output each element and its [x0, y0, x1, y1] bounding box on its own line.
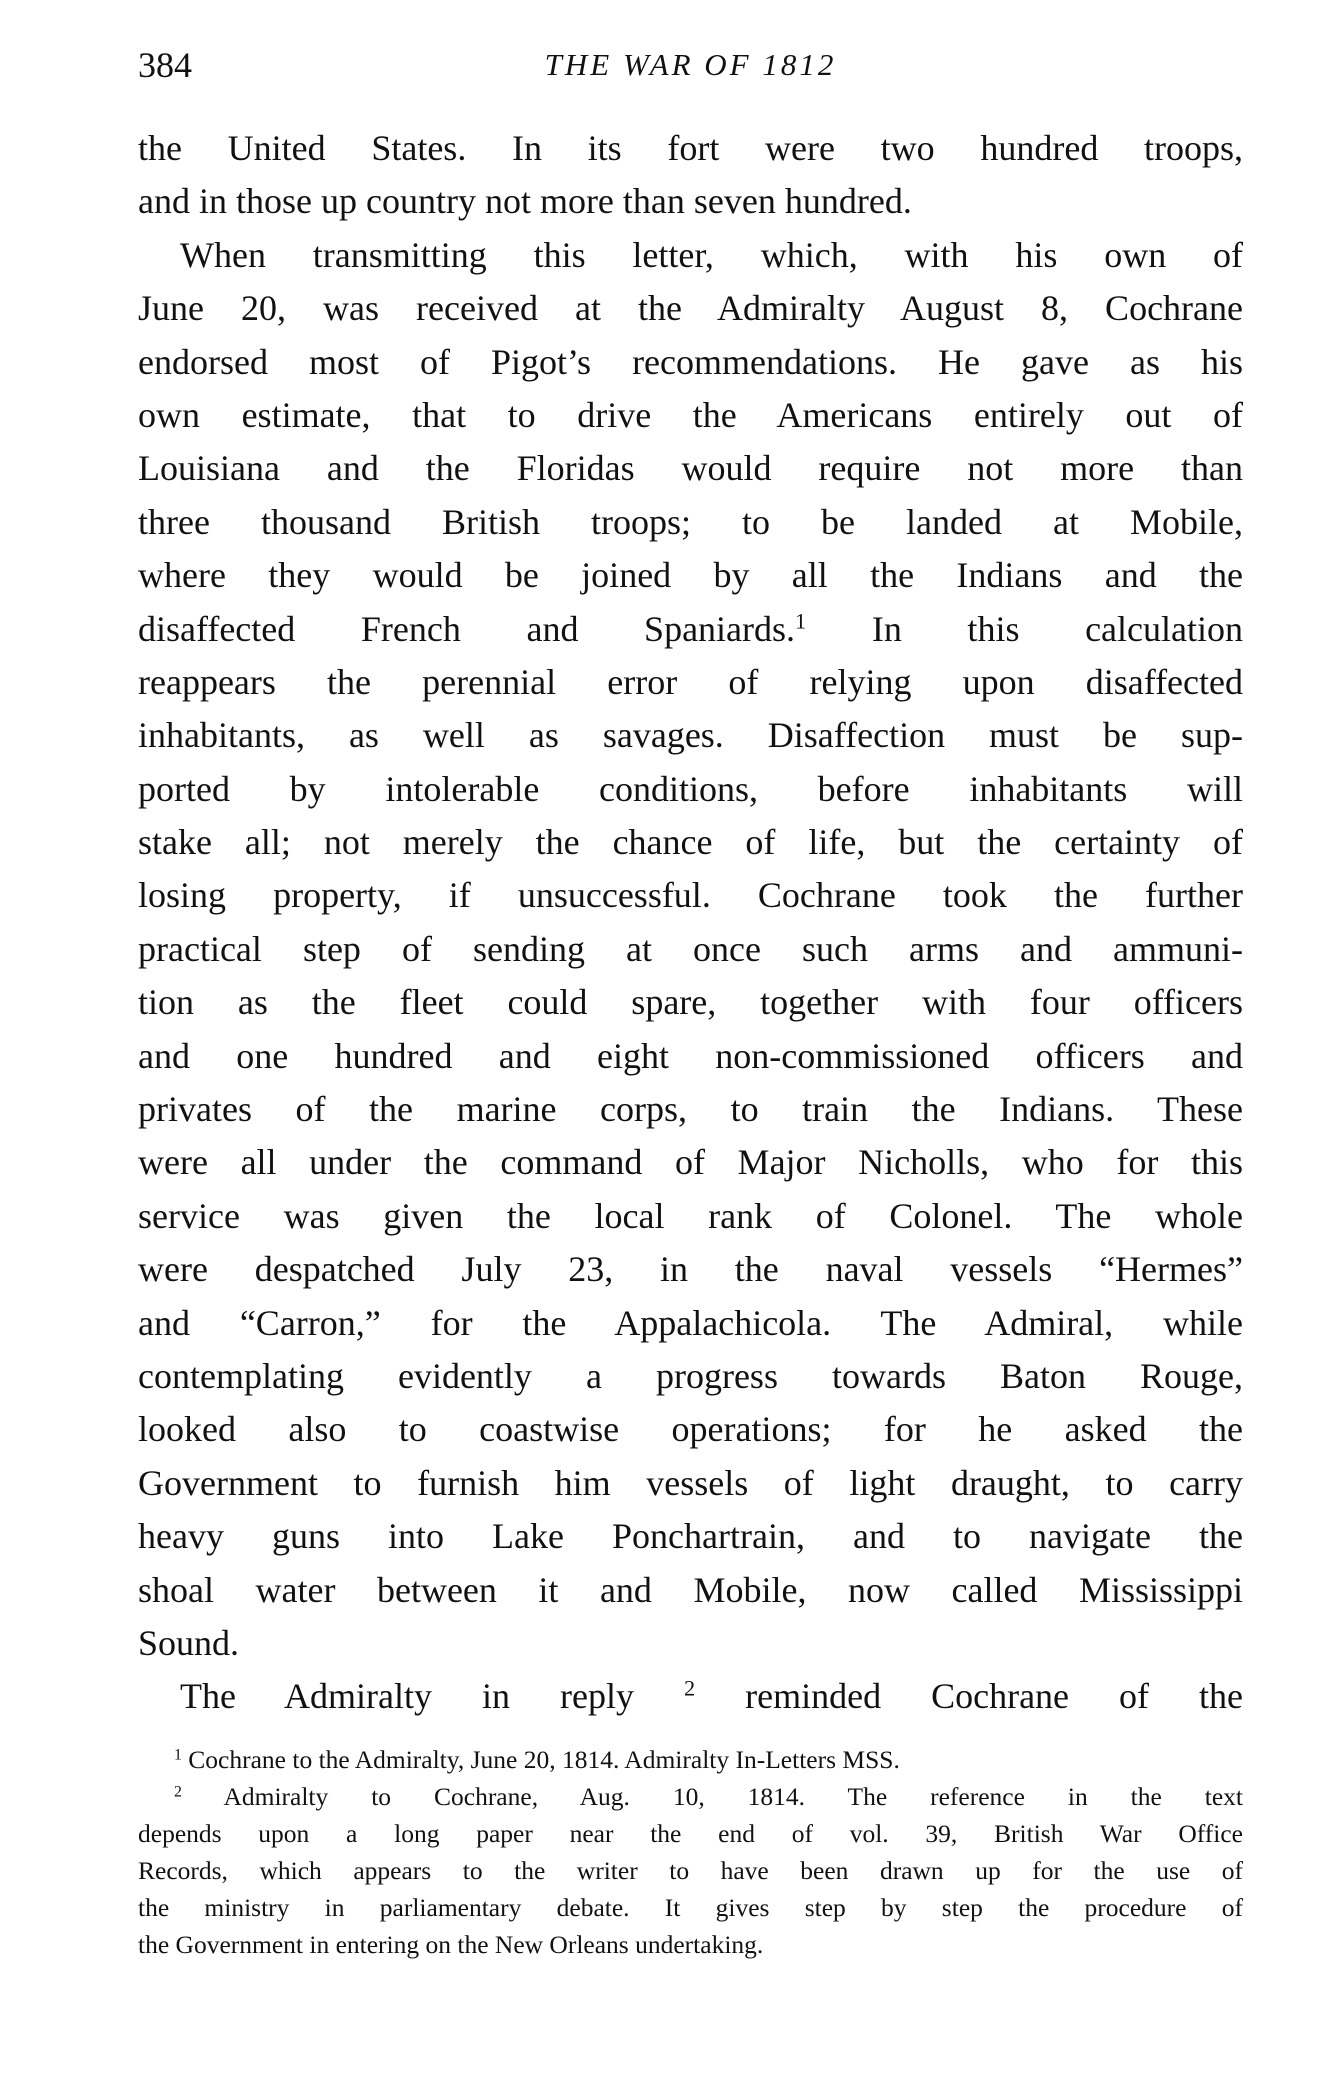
- text-line: endorsed most of Pigot’s recommendations. He gave as his: [138, 341, 1243, 382]
- text-line-with-footnote-ref: [138, 1670, 1243, 1723]
- footnote-text: Cochrane to the Admiralty, June 20, 1814. Admiralty In-Letters MSS.: [188, 1745, 900, 1774]
- footnote-text: Admiralty to Cochrane, Aug. 10, 1814. The reference in the text: [223, 1782, 1243, 1811]
- footnote-ref-1: 1: [795, 608, 807, 634]
- text-line: June 20, was received at the Admiralty August 8, Cochrane: [138, 288, 1243, 329]
- text-line: heavy guns into Lake Ponchartrain, and to navigate the: [138, 1516, 1243, 1557]
- footnote-marker: 2: [174, 1783, 182, 1801]
- page-number: 384: [138, 45, 192, 85]
- text-line: looked also to coastwise operations; for he asked the: [138, 1409, 1243, 1450]
- text-line: tion as the fleet could spare, together with four officers: [138, 982, 1243, 1023]
- text-line: and one hundred and eight non-commissioned officers and: [138, 1035, 1243, 1076]
- running-title: THE WAR OF 1812: [544, 47, 837, 82]
- footnote-marker: 1: [174, 1746, 182, 1764]
- body-text: [138, 122, 1243, 1724]
- text-line-with-footnote-ref: [138, 603, 1243, 656]
- text-line: three thousand British troops; to be landed at Mobile,: [138, 501, 1243, 542]
- text-line: and “Carron,” for the Appalachicola. The Admiral, while: [138, 1302, 1243, 1343]
- footnotes: [138, 1741, 1243, 1963]
- footnote-ref-2: 2: [683, 1676, 696, 1702]
- text-line: the United States. In its fort were two hundred troops,: [138, 128, 1243, 168]
- text-line: Government to furnish him vessels of light draught, to carry: [138, 1462, 1243, 1503]
- text-fragment: reminded Cochrane of the: [745, 1676, 1244, 1717]
- text-line: reappears the perennial error of relying upon disaffected: [138, 661, 1243, 702]
- text-line: own estimate, that to drive the Americans entirely out of: [138, 394, 1243, 435]
- text-fragment: The Admiralty in reply: [180, 1676, 634, 1717]
- text-line: When transmitting this letter, which, with his own of: [180, 234, 1243, 275]
- text-line: stake all; not merely the chance of life, but the certainty of: [138, 822, 1243, 863]
- footnote-2-line: Records, which appears to the writer to have been drawn up for the use of: [138, 1856, 1243, 1885]
- text-line: privates of the marine corps, to train the Indians. These: [138, 1089, 1243, 1130]
- text-line: were all under the command of Major Nicholls, who for this: [138, 1142, 1243, 1183]
- text-line: practical step of sending at once such arms and ammuni-: [138, 928, 1243, 969]
- text-line: shoal water between it and Mobile, now called Mississippi: [138, 1569, 1243, 1610]
- text-line: contemplating evidently a progress towards Baton Rouge,: [138, 1355, 1243, 1396]
- footnote-2-line: the Government in entering on the New Orleans undertaking.: [138, 1930, 764, 1959]
- footnote-1: [138, 1741, 1243, 1778]
- text-line: were despatched July 23, in the naval vessels “Hermes”: [138, 1249, 1243, 1290]
- text-line: ported by intolerable conditions, before inhabitants will: [138, 768, 1243, 809]
- text-line: where they would be joined by all the Indians and the: [138, 555, 1243, 596]
- text-line: inhabitants, as well as savages. Disaffection must be sup-: [138, 715, 1243, 756]
- text-line: Louisiana and the Floridas would require not more than: [138, 448, 1243, 489]
- text-line: and in those up country not more than seven hundred.: [138, 181, 912, 222]
- text-fragment: disaffected French and Spaniards.: [138, 608, 796, 649]
- text-line: service was given the local rank of Colonel. The whole: [138, 1195, 1243, 1236]
- footnote-2-line: the ministry in parliamentary debate. It gives step by step the procedure of: [138, 1893, 1243, 1922]
- text-line: losing property, if unsuccessful. Cochrane took the further: [138, 875, 1243, 916]
- footnote-2: [138, 1778, 1243, 1815]
- footnote-2-line: depends upon a long paper near the end of vol. 39, British War Office: [138, 1819, 1243, 1848]
- page-header: [138, 40, 1243, 90]
- text-line: Sound.: [138, 1622, 240, 1663]
- text-fragment: In this calculation: [871, 608, 1243, 649]
